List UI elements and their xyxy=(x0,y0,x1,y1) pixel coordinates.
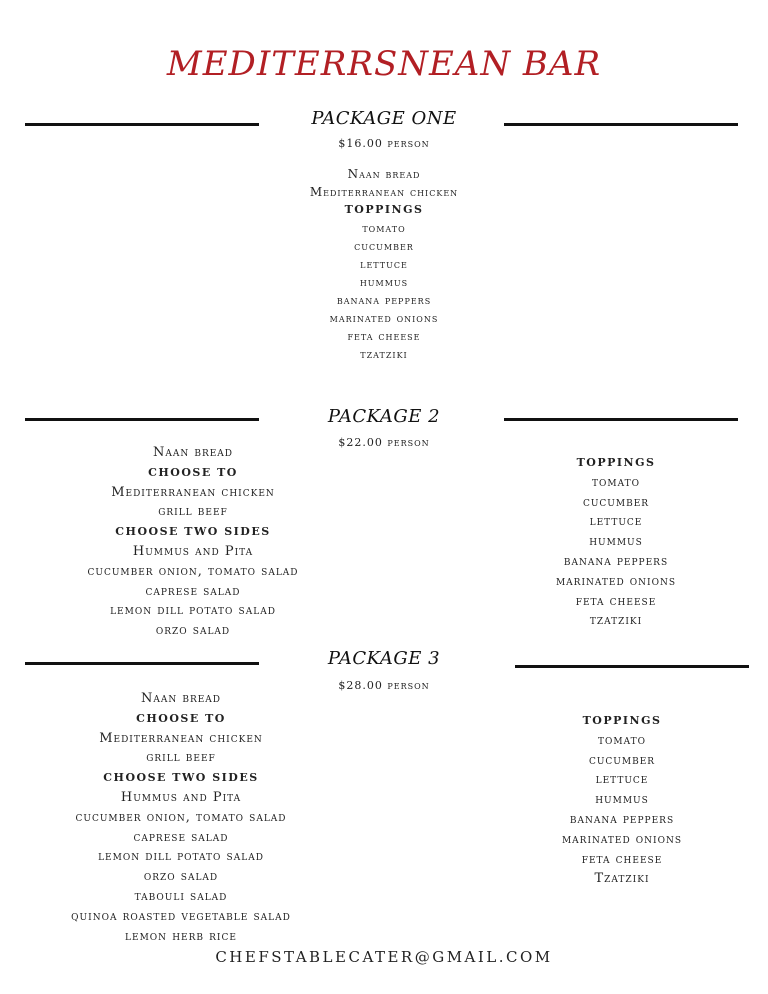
menu-item: caprese salad xyxy=(133,829,229,845)
menu-item: Mediterranean chicken xyxy=(99,730,263,746)
menu-item: tzatziki xyxy=(589,613,643,629)
package-two-title: PACKAGE 2 xyxy=(327,406,441,427)
menu-item: tzatziki xyxy=(360,347,408,361)
menu-item: Naan bread xyxy=(347,167,421,181)
menu-item: feta cheese xyxy=(581,851,663,867)
section-heading: TOPPINGS xyxy=(344,203,424,216)
section-heading: TOPPINGS xyxy=(576,456,656,469)
menu-item: lettuce xyxy=(360,257,408,271)
menu-item: orzo salad xyxy=(155,623,231,639)
package-one-price: $16.00 person xyxy=(338,137,430,150)
menu-item: caprese salad xyxy=(145,583,241,599)
menu-item: orzo salad xyxy=(143,869,219,885)
menu-item: hummus xyxy=(595,792,649,808)
section-heading: CHOOSE TO xyxy=(148,465,238,479)
menu-item: marinated onions xyxy=(555,573,677,589)
menu-item: feta cheese xyxy=(575,593,657,609)
menu-item: marinated onions xyxy=(561,831,683,847)
divider-line xyxy=(515,665,749,668)
menu-item: lemon dill potato salad xyxy=(98,849,264,865)
package-three-price: $28.00 person xyxy=(338,679,430,692)
package-three-title: PACKAGE 3 xyxy=(327,648,441,669)
package-three-main-items xyxy=(31,689,331,946)
menu-item: Mediterranean chicken xyxy=(309,185,459,199)
menu-item: feta cheese xyxy=(347,329,421,343)
menu-item: tomato xyxy=(362,221,406,235)
menu-item: lemon dill potato salad xyxy=(110,603,276,619)
menu-item: Naan bread xyxy=(140,691,222,706)
package-one-items xyxy=(234,165,534,363)
divider-line xyxy=(25,662,259,665)
package-two-toppings xyxy=(466,453,766,631)
package-two-price: $22.00 person xyxy=(338,436,430,449)
menu-item: hummus xyxy=(359,275,409,289)
section-heading: CHOOSE TWO SIDES xyxy=(103,771,259,785)
menu-item: Hummus and Pita xyxy=(120,789,242,805)
menu-item: Naan bread xyxy=(152,445,234,460)
divider-line xyxy=(25,418,259,421)
menu-item: cucumber onion, tomato salad xyxy=(75,809,287,825)
divider-line xyxy=(504,418,738,421)
menu-item: Mediterranean chicken xyxy=(111,484,275,500)
menu-item: marinated onions xyxy=(329,311,439,325)
menu-item: tabouli salad xyxy=(134,888,228,904)
menu-item: grill beef xyxy=(158,504,228,520)
menu-item: lettuce xyxy=(589,514,643,530)
menu-item: Tzatziki xyxy=(594,871,650,887)
menu-item: banana peppers xyxy=(563,553,669,569)
package-two-main-items xyxy=(43,443,343,641)
menu-item: cucumber xyxy=(582,494,650,510)
menu-title: MEDITERRSNEAN BAR xyxy=(166,44,602,84)
package-three-toppings xyxy=(472,711,768,889)
menu-item: lemon herb rice xyxy=(125,928,237,944)
menu-item: tomato xyxy=(598,732,646,748)
footer-email[interactable]: CHEFSTABLECATER@GMAIL.COM xyxy=(215,948,553,966)
menu-item: quinoa roasted vegetable salad xyxy=(71,908,291,924)
divider-line xyxy=(504,123,738,126)
package-one-title: PACKAGE ONE xyxy=(311,108,457,129)
section-heading: TOPPINGS xyxy=(582,714,662,727)
menu-item: banana peppers xyxy=(569,811,675,827)
divider-line xyxy=(25,123,259,126)
menu-item: lettuce xyxy=(595,772,649,788)
menu-item: banana peppers xyxy=(336,293,432,307)
section-heading: CHOOSE TWO SIDES xyxy=(115,525,271,539)
menu-item: Hummus and Pita xyxy=(132,543,254,559)
menu-item: hummus xyxy=(589,534,643,550)
section-heading: CHOOSE TO xyxy=(136,711,226,725)
menu-item: tomato xyxy=(592,474,640,490)
menu-item: cucumber xyxy=(354,239,414,253)
menu-item: cucumber onion, tomato salad xyxy=(87,563,299,579)
menu-item: grill beef xyxy=(146,750,216,766)
menu-item: cucumber xyxy=(588,752,656,768)
